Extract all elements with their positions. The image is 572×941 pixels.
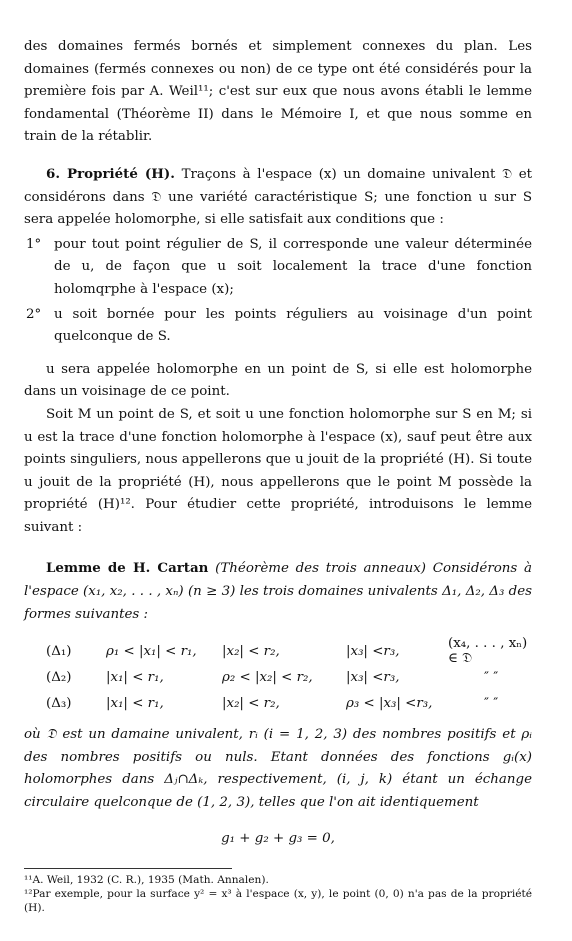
equation: g₁ + g₂ + g₃ = 0, bbox=[221, 830, 335, 846]
item-number: 1° bbox=[26, 236, 42, 252]
condition-item-2 bbox=[24, 304, 532, 349]
condition-3: |x₃| <r₃, bbox=[346, 643, 400, 659]
system-row bbox=[24, 664, 532, 690]
lemma-subtitle: (Théorème des trois anneaux) bbox=[215, 561, 426, 577]
lemma bbox=[24, 557, 532, 626]
paragraph-holomorphe: u sera appelée holomorphe en un point de S, si elle est holomorphe dans un voisinage de ce point. bbox=[24, 361, 532, 400]
item-number: 2° bbox=[26, 306, 42, 322]
condition-3: |x₃| <r₃, bbox=[346, 669, 400, 685]
condition-2: |x₂| < r₂, bbox=[222, 695, 280, 711]
footnote-12: ¹²Par exemple, pour la surface y² = x³ à l'espace (x, y), le point (0, 0) n'a pas de la propriété (H). bbox=[24, 888, 532, 914]
system-row bbox=[24, 636, 532, 667]
condition-1: |x₁| < r₁, bbox=[106, 695, 164, 711]
paragraph-where: où 𝔇 est un damaine univalent, rᵢ (i = 1, 2, 3) des nombres positifs et ρᵢ des nombres positifs ou nuls. Etant données des fonctions gᵢ(x) holomorphes dans Δⱼ∩Δₖ, respectivement, (i, j, k) étant un échange circulaire quelconque de (1, 2, 3), telles que l'on ait identiquement bbox=[24, 727, 532, 811]
system-row bbox=[24, 690, 532, 716]
section-6 bbox=[24, 163, 532, 232]
condition-3: ρ₃ < |x₃| <r₃, bbox=[346, 695, 433, 711]
section-text: Traçons à l'espace (x) un domaine univalent 𝔇 et considérons dans 𝔇 une variété caractéristique S; une fonction u sur S sera appelée holomorphe, si elle satisfait aux conditions que : bbox=[24, 166, 532, 228]
condition-2: |x₂| < r₂, bbox=[222, 643, 280, 659]
condition-4: (x₄, . . . , xₙ) ∈ 𝔇 bbox=[448, 636, 528, 667]
condition-2: ρ₂ < |x₂| < r₂, bbox=[222, 669, 313, 685]
paragraph-continuation: des domaines fermés bornés et simplement connexes du plan. Les domaines (fermés connexes ou non) de ce type ont été considérés pour la première fois par A. Weil¹¹; c'est sur eux que nous avons établi le lemme fondamental (Théorème II) dans le Mémoire I, et que nous somme en train de la rétablir. bbox=[24, 39, 532, 145]
domain-system bbox=[24, 638, 532, 716]
row-label: (Δ₁) bbox=[46, 643, 72, 659]
page-body bbox=[24, 36, 532, 846]
condition-1: |x₁| < r₁, bbox=[106, 669, 164, 685]
ditto-marks: ″ ″ bbox=[484, 669, 499, 685]
lemma-text: Considérons à l'espace (x₁, x₂, . . . , xₙ) (n ≥ 3) les trois domaines univalents Δ₁, Δ₂, Δ₃ des formes suivantes : bbox=[24, 561, 532, 622]
row-label: (Δ₂) bbox=[46, 669, 72, 685]
condition-item-1 bbox=[24, 234, 532, 302]
section-heading: 6. Propriété (H). bbox=[46, 165, 175, 182]
row-label: (Δ₃) bbox=[46, 695, 72, 711]
lemma-title: Lemme de H. Cartan bbox=[46, 560, 209, 577]
item-text: pour tout point régulier de S, il corresponde une valeur déterminée de u, de façon que u soit localement la trace d'une fonction holomqrphe à l'espace (x); bbox=[54, 236, 532, 297]
paragraph-soit: Soit M un point de S, et soit u une fonction holomorphe sur S en M; si u est la trace d'une fonction holomorphe à l'espace (x), sauf peut être aux points singuliers, nous appellerons que u jouit de la propriété (H). Si toute u jouit de la propriété (H), nous appellerons que le point M possède la propriété (H)¹². Pour étudier cette propriété, introduisons le lemme suivant : bbox=[24, 406, 532, 535]
item-text: u soit bornée pour les points réguliers au voisinage d'un point quelconque de S. bbox=[54, 306, 532, 345]
ditto-marks: ″ ″ bbox=[484, 695, 499, 711]
footnote-rule bbox=[24, 868, 232, 869]
footnote-11: ¹¹A. Weil, 1932 (C. R.), 1935 (Math. Annalen). bbox=[24, 874, 269, 886]
condition-1: ρ₁ < |x₁| < r₁, bbox=[106, 643, 197, 659]
